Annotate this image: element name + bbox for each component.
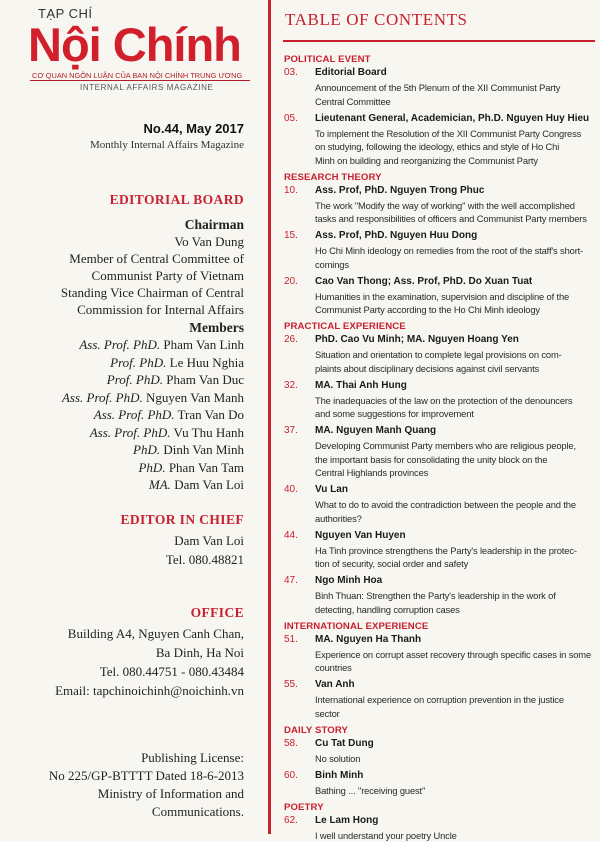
editor-in-chief-name: Dam Van Loi: [174, 533, 244, 548]
member-name: Pham Van Linh: [160, 337, 244, 352]
toc-description-line: Central Highlands provinces: [315, 466, 593, 480]
member-title: Ass. Prof. PhD.: [79, 337, 160, 352]
toc-description-line: Announcement of the 5th Plenum of the XII Communist Party: [315, 81, 593, 95]
member-title: Prof. PhD.: [110, 355, 166, 370]
masthead-subtitle: CƠ QUAN NGÔN LUẬN CỦA BAN NỘI CHÍNH TRUNG ƯƠNG: [32, 71, 262, 80]
toc-page-number: 55.: [284, 679, 298, 690]
toc-description-line: on studying, following the ideology, ethics and style of Ho Chi: [315, 140, 593, 154]
toc-description-line: authorities?: [315, 512, 593, 526]
masthead-rule: [30, 80, 250, 81]
toc-title: TABLE OF CONTENTS: [285, 10, 468, 30]
member-name: Tran Van Do: [175, 407, 244, 422]
member-title: PhD.: [133, 442, 160, 457]
toc-page-number: 05.: [284, 113, 298, 124]
toc-description-line: What to do to avoid the contradiction between the people and the: [315, 498, 593, 512]
member-name: Dinh Van Minh: [160, 442, 244, 457]
masthead-tapchi: TẠP CHÍ: [38, 6, 93, 21]
chairman-line: Standing Vice Chairman of Central: [61, 285, 244, 300]
toc-description-line: plaints about disciplinary decisions against civil servants: [315, 362, 593, 376]
chairman-line: Vo Van Dung: [174, 234, 244, 249]
toc-description-line: The inadequacies of the law on the protection of the denouncers: [315, 394, 593, 408]
toc-description-line: Binh Thuan: Strengthen the Party's leadership in the work of: [315, 589, 593, 603]
toc-author: Binh Minh: [315, 770, 363, 781]
toc-author: Le Lam Hong: [315, 815, 378, 826]
toc-description-line: Minh on building and reorganizing the Communist Party: [315, 154, 593, 168]
toc-page-number: 37.: [284, 425, 298, 436]
toc-author: Ass. Prof, PhD. Nguyen Huu Dong: [315, 230, 477, 241]
editor-in-chief-title: EDITOR IN CHIEF: [120, 512, 244, 528]
toc-author: Nguyen Van Huyen: [315, 530, 406, 541]
toc-description-line: sector: [315, 707, 593, 721]
member-title: Ass. Prof. PhD.: [62, 390, 143, 405]
toc-category: POETRY: [284, 802, 324, 813]
toc-author: Lieutenant General, Academician, Ph.D. Nguyen Huy Hieu: [315, 113, 589, 124]
toc-description-line: comings: [315, 258, 593, 272]
member-line: [110, 355, 244, 371]
license-line: Publishing License:: [141, 750, 244, 765]
toc-category: RESEARCH THEORY: [284, 172, 382, 183]
toc-description-line: Bathing ... "receiving guest": [315, 784, 593, 798]
member-name: Le Huu Nghia: [166, 355, 244, 370]
toc-description-line: The work "Modify the way of working" with the well accomplished: [315, 199, 593, 213]
toc-description-line: the important basis for consolidating the unity block on the: [315, 453, 593, 467]
license-line: Ministry of Information and: [98, 786, 244, 801]
toc-category: POLITICAL EVENT: [284, 54, 371, 65]
toc-category: PRACTICAL EXPERIENCE: [284, 321, 406, 332]
toc-description-line: I well understand your poetry Uncle: [315, 829, 593, 842]
toc-page-number: 60.: [284, 770, 298, 781]
toc-page-number: 03.: [284, 67, 298, 78]
toc-page-number: 58.: [284, 738, 298, 749]
toc-page-number: 51.: [284, 634, 298, 645]
members-label: Members: [189, 320, 244, 336]
toc-description-line: Situation and orientation to complete legal provisions on com-: [315, 348, 593, 362]
member-name: Vu Thu Hanh: [171, 425, 245, 440]
toc-description-line: countries: [315, 661, 593, 675]
member-line: [107, 372, 244, 388]
toc-description-line: tion of security, social order and safety: [315, 557, 593, 571]
toc-description-line: Developing Communist Party members who are religious people,: [315, 439, 593, 453]
toc-description-line: Humanities in the examination, supervision and discipline of the: [315, 290, 593, 304]
toc-description-line: Ha Tinh province strengthens the Party's leadership in the protec-: [315, 544, 593, 558]
toc-page-number: 10.: [284, 185, 298, 196]
license-line: No 225/GP-BTTTT Dated 18-6-2013: [49, 768, 244, 783]
toc-author: MA. Nguyen Ha Thanh: [315, 634, 421, 645]
toc-author: Ngo Minh Hoa: [315, 575, 382, 586]
chairman-line: Member of Central Committee of: [69, 251, 244, 266]
toc-author: Cu Tat Dung: [315, 738, 374, 749]
member-name: Phan Van Tam: [166, 460, 244, 475]
toc-description-line: No solution: [315, 752, 593, 766]
left-column: [0, 0, 268, 834]
toc-page-number: 62.: [284, 815, 298, 826]
chairman-line: Commission for Internal Affairs: [77, 302, 244, 317]
toc-author: Cao Van Thong; Ass. Prof, PhD. Do Xuan Tuat: [315, 276, 532, 287]
toc-description-line: and some suggestions for improvement: [315, 407, 593, 421]
masthead-title: Nội Chính: [28, 20, 241, 70]
toc-description-line: International experience on corruption prevention in the justice: [315, 693, 593, 707]
toc-page-number: 47.: [284, 575, 298, 586]
member-title: PhD.: [138, 460, 165, 475]
masthead-english: INTERNAL AFFAIRS MAGAZINE: [80, 83, 213, 92]
member-title: MA.: [149, 477, 171, 492]
office-email: Email: tapchinoichinh@noichinh.vn: [55, 683, 244, 698]
editorial-board-title: EDITORIAL BOARD: [110, 192, 244, 208]
toc-description-line: Central Committee: [315, 95, 593, 109]
member-line: [94, 407, 244, 423]
toc-page-number: 15.: [284, 230, 298, 241]
toc-description-line: Communist Party according to the Ho Chi Minh ideology: [315, 303, 593, 317]
chairman-label: Chairman: [185, 217, 244, 233]
toc-author: Vu Lan: [315, 484, 348, 495]
member-line: [149, 477, 244, 493]
toc-author: MA. Nguyen Manh Quang: [315, 425, 436, 436]
member-title: Ass. Prof. PhD.: [94, 407, 175, 422]
member-line: [90, 425, 244, 441]
toc-page-number: 32.: [284, 380, 298, 391]
member-line: [62, 390, 244, 406]
member-name: Nguyen Van Manh: [143, 390, 244, 405]
table-of-contents: [271, 0, 600, 834]
toc-description-line: detecting, handling corruption cases: [315, 603, 593, 617]
office-line: Ba Dinh, Ha Noi: [156, 645, 244, 660]
toc-description-line: To implement the Resolution of the XII Communist Party Congress: [315, 127, 593, 141]
toc-page-number: 26.: [284, 334, 298, 345]
member-line: [138, 460, 244, 476]
toc-page-number: 44.: [284, 530, 298, 541]
member-name: Pham Van Duc: [163, 372, 244, 387]
toc-description-line: Ho Chi Minh ideology on remedies from the root of the staff's short-: [315, 244, 593, 258]
toc-author: Ass. Prof, PhD. Nguyen Trong Phuc: [315, 185, 484, 196]
toc-page-number: 40.: [284, 484, 298, 495]
toc-rule: [283, 40, 595, 42]
member-name: Dam Van Loi: [171, 477, 244, 492]
member-line: [133, 442, 244, 458]
office-line: Tel. 080.44751 - 080.43484: [100, 664, 244, 679]
toc-author: MA. Thai Anh Hung: [315, 380, 407, 391]
member-title: Ass. Prof. PhD.: [90, 425, 171, 440]
chairman-line: Communist Party of Vietnam: [92, 268, 244, 283]
office-title: OFFICE: [191, 605, 244, 621]
toc-category: DAILY STORY: [284, 725, 348, 736]
office-line: Building A4, Nguyen Canh Chan,: [68, 626, 244, 641]
toc-author: Van Anh: [315, 679, 355, 690]
editor-in-chief-tel: Tel. 080.48821: [166, 552, 244, 567]
member-title: Prof. PhD.: [107, 372, 163, 387]
issue-number: No.44, May 2017: [144, 121, 244, 136]
license-line: Communications.: [152, 804, 244, 819]
toc-author: Editorial Board: [315, 67, 387, 78]
toc-author: PhD. Cao Vu Minh; MA. Nguyen Hoang Yen: [315, 334, 519, 345]
toc-category: INTERNATIONAL EXPERIENCE: [284, 621, 428, 632]
member-line: [79, 337, 244, 353]
toc-description-line: tasks and responsibilities of officers and Communist Party members: [315, 212, 593, 226]
toc-page-number: 20.: [284, 276, 298, 287]
monthly-label: Monthly Internal Affairs Magazine: [90, 139, 244, 151]
toc-description-line: Experience on corrupt asset recovery through specific cases in some: [315, 648, 593, 662]
